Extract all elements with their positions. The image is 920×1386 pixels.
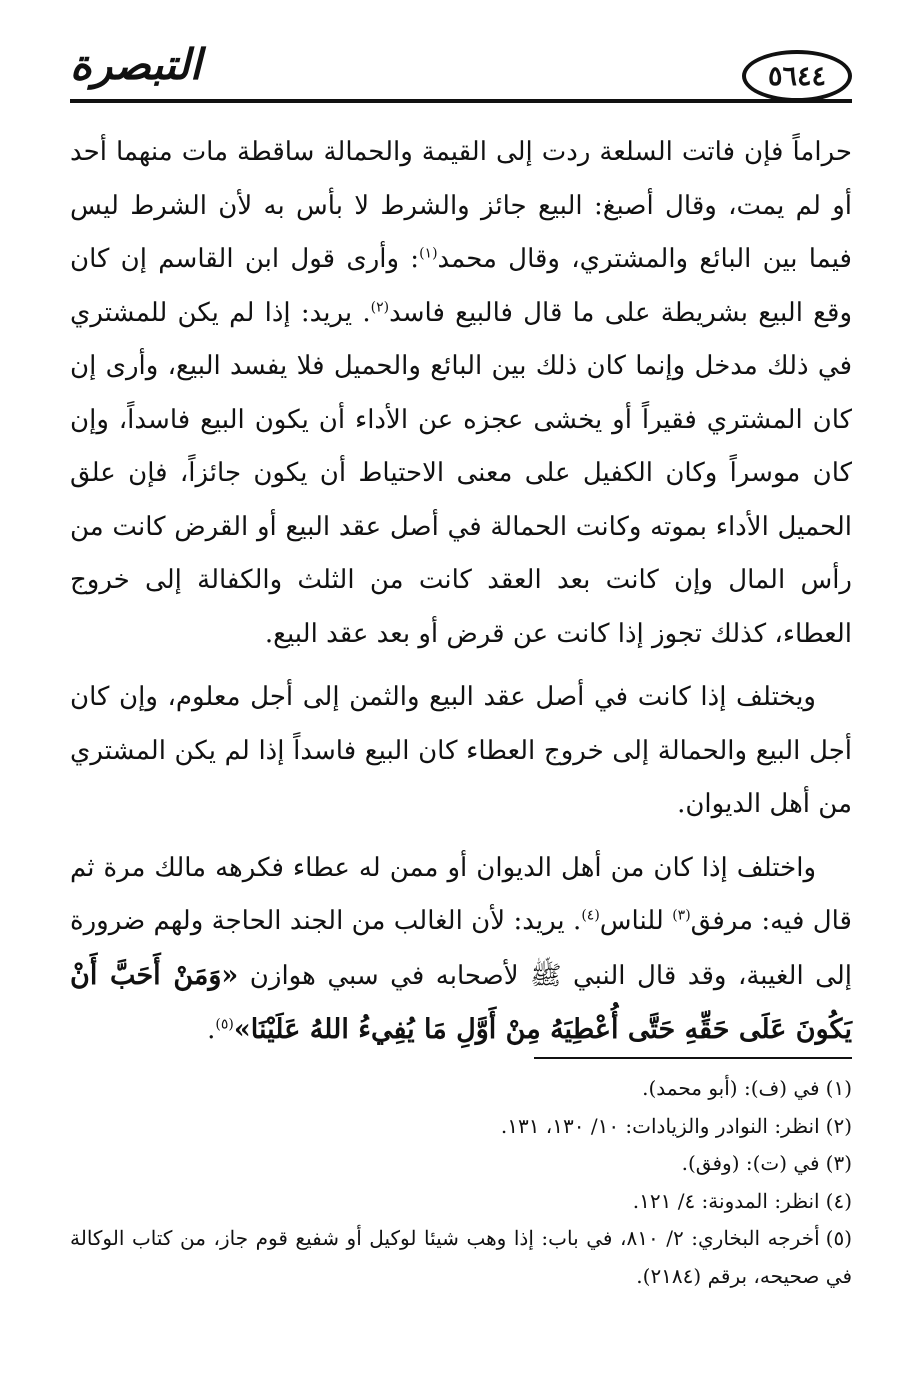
footnote-text: في (ف): (أبو محمد). [642, 1076, 820, 1100]
page-number: ٥٦٤٤ [767, 60, 826, 92]
text-segment: ويختلف إذا كانت في أصل عقد البيع والثمن إلى أجل معلوم، وإن كان أجل البيع والحمالة إلى خروج العطاء كان البيع فاسداً إذا لم يكن المشتري من أهل الديوان. [70, 682, 852, 819]
footnotes [70, 1070, 852, 1295]
footnote-text: انظر: النوادر والزيادات: ١٠/ ١٣٠، ١٣١. [500, 1113, 820, 1138]
text-segment: : وأرى قول ابن القاسم إن كان وقع البيع بشريطة على ما قال فالبيع فاسد [70, 244, 852, 328]
footnote-number: (٤) [825, 1188, 852, 1213]
text-segment: حراماً فإن فاتت السلعة ردت إلى القيمة والحمالة ساقطة مات منهما أحد أو لم يمت، وقال أصبغ: البيع جائز والشرط لا بأس به لأن الشرط ليس فيما بين البائع والمشتري، وقال محمد [70, 137, 852, 274]
footnote-text: في (ت): (وفق). [681, 1151, 820, 1175]
text-segment: . [207, 1015, 216, 1045]
hadith-quote: «وَمَنْ أَحَبَّ أَنْ يَكُونَ عَلَى حَقِّهِ حَتَّى أُعْطِيَهُ مِنْ أَوَّلِ مَا يُفِيءُ اللهُ عَلَيْنَا» [70, 959, 852, 1045]
footnote [70, 1108, 852, 1146]
main-text [70, 126, 852, 1058]
book-title: التبصرة [70, 40, 202, 89]
footnote-ref: (٢) [370, 298, 390, 315]
page-number-badge [742, 50, 852, 102]
footnote-ref: (٣) [672, 907, 691, 924]
footnote-ref: (٥) [215, 1016, 234, 1033]
footnote [70, 1070, 852, 1108]
footnote [70, 1220, 852, 1295]
text-segment: للناس [599, 906, 673, 936]
footnote-number: (٢) [825, 1113, 852, 1138]
footnote-text: أخرجه البخاري: ٢/ ٨١٠، في باب: إذا وهب شيئا لوكيل أو شفيع قوم جاز، من كتاب الوكالة في صحيحه، برقم (٢١٨٤). [70, 1226, 852, 1288]
header-rule [70, 99, 852, 103]
footnote-ref: (١) [419, 245, 438, 262]
footnote-number: (٥) [825, 1226, 852, 1250]
footnote-number: (١) [825, 1076, 852, 1100]
footnote-ref: (٤) [581, 907, 600, 924]
text-segment: واختلف إذا كان من أهل الديوان أو ممن له عطاء فكرهه مالك مرة ثم قال فيه: مرفق [70, 852, 852, 936]
paragraph [70, 126, 852, 661]
footnote [70, 1145, 852, 1183]
text-segment: . يريد: لأن الغالب من الجند الحاجة ولهم ضرورة إلى الغيبة، وقد قال النبي ﷺ لأصحابه في سبي هوازن [70, 906, 852, 991]
footnote [70, 1183, 852, 1221]
text-segment: . يريد: إذا لم يكن للمشتري في ذلك مدخل وإنما كان ذلك بين البائع والحميل فلا يفسد البيع، وأرى إن كان المشتري فقيراً أو يخشى عجزه عن الأداء أن يكون البيع فاسداً، وإن كان موسراً وكان الكفيل على معنى الاحتياط أن يكون جائزاً، فإن علق الحميل الأداء بموته وكانت الحمالة في أصل عقد البيع أو القرض كانت من رأس المال وإن كانت بعد العقد كانت من الثلث والكفالة إلى خروج العطاء، كذلك تجوز إذا كانت عن قرض أو بعد عقد البيع. [70, 297, 852, 649]
footnote-number: (٣) [825, 1151, 852, 1175]
footnote-separator [534, 1057, 852, 1059]
footnote-text: انظر: المدونة: ٤/ ١٢١. [632, 1188, 820, 1213]
paragraph [70, 842, 852, 1058]
page-header [70, 40, 852, 108]
paragraph [70, 671, 852, 832]
